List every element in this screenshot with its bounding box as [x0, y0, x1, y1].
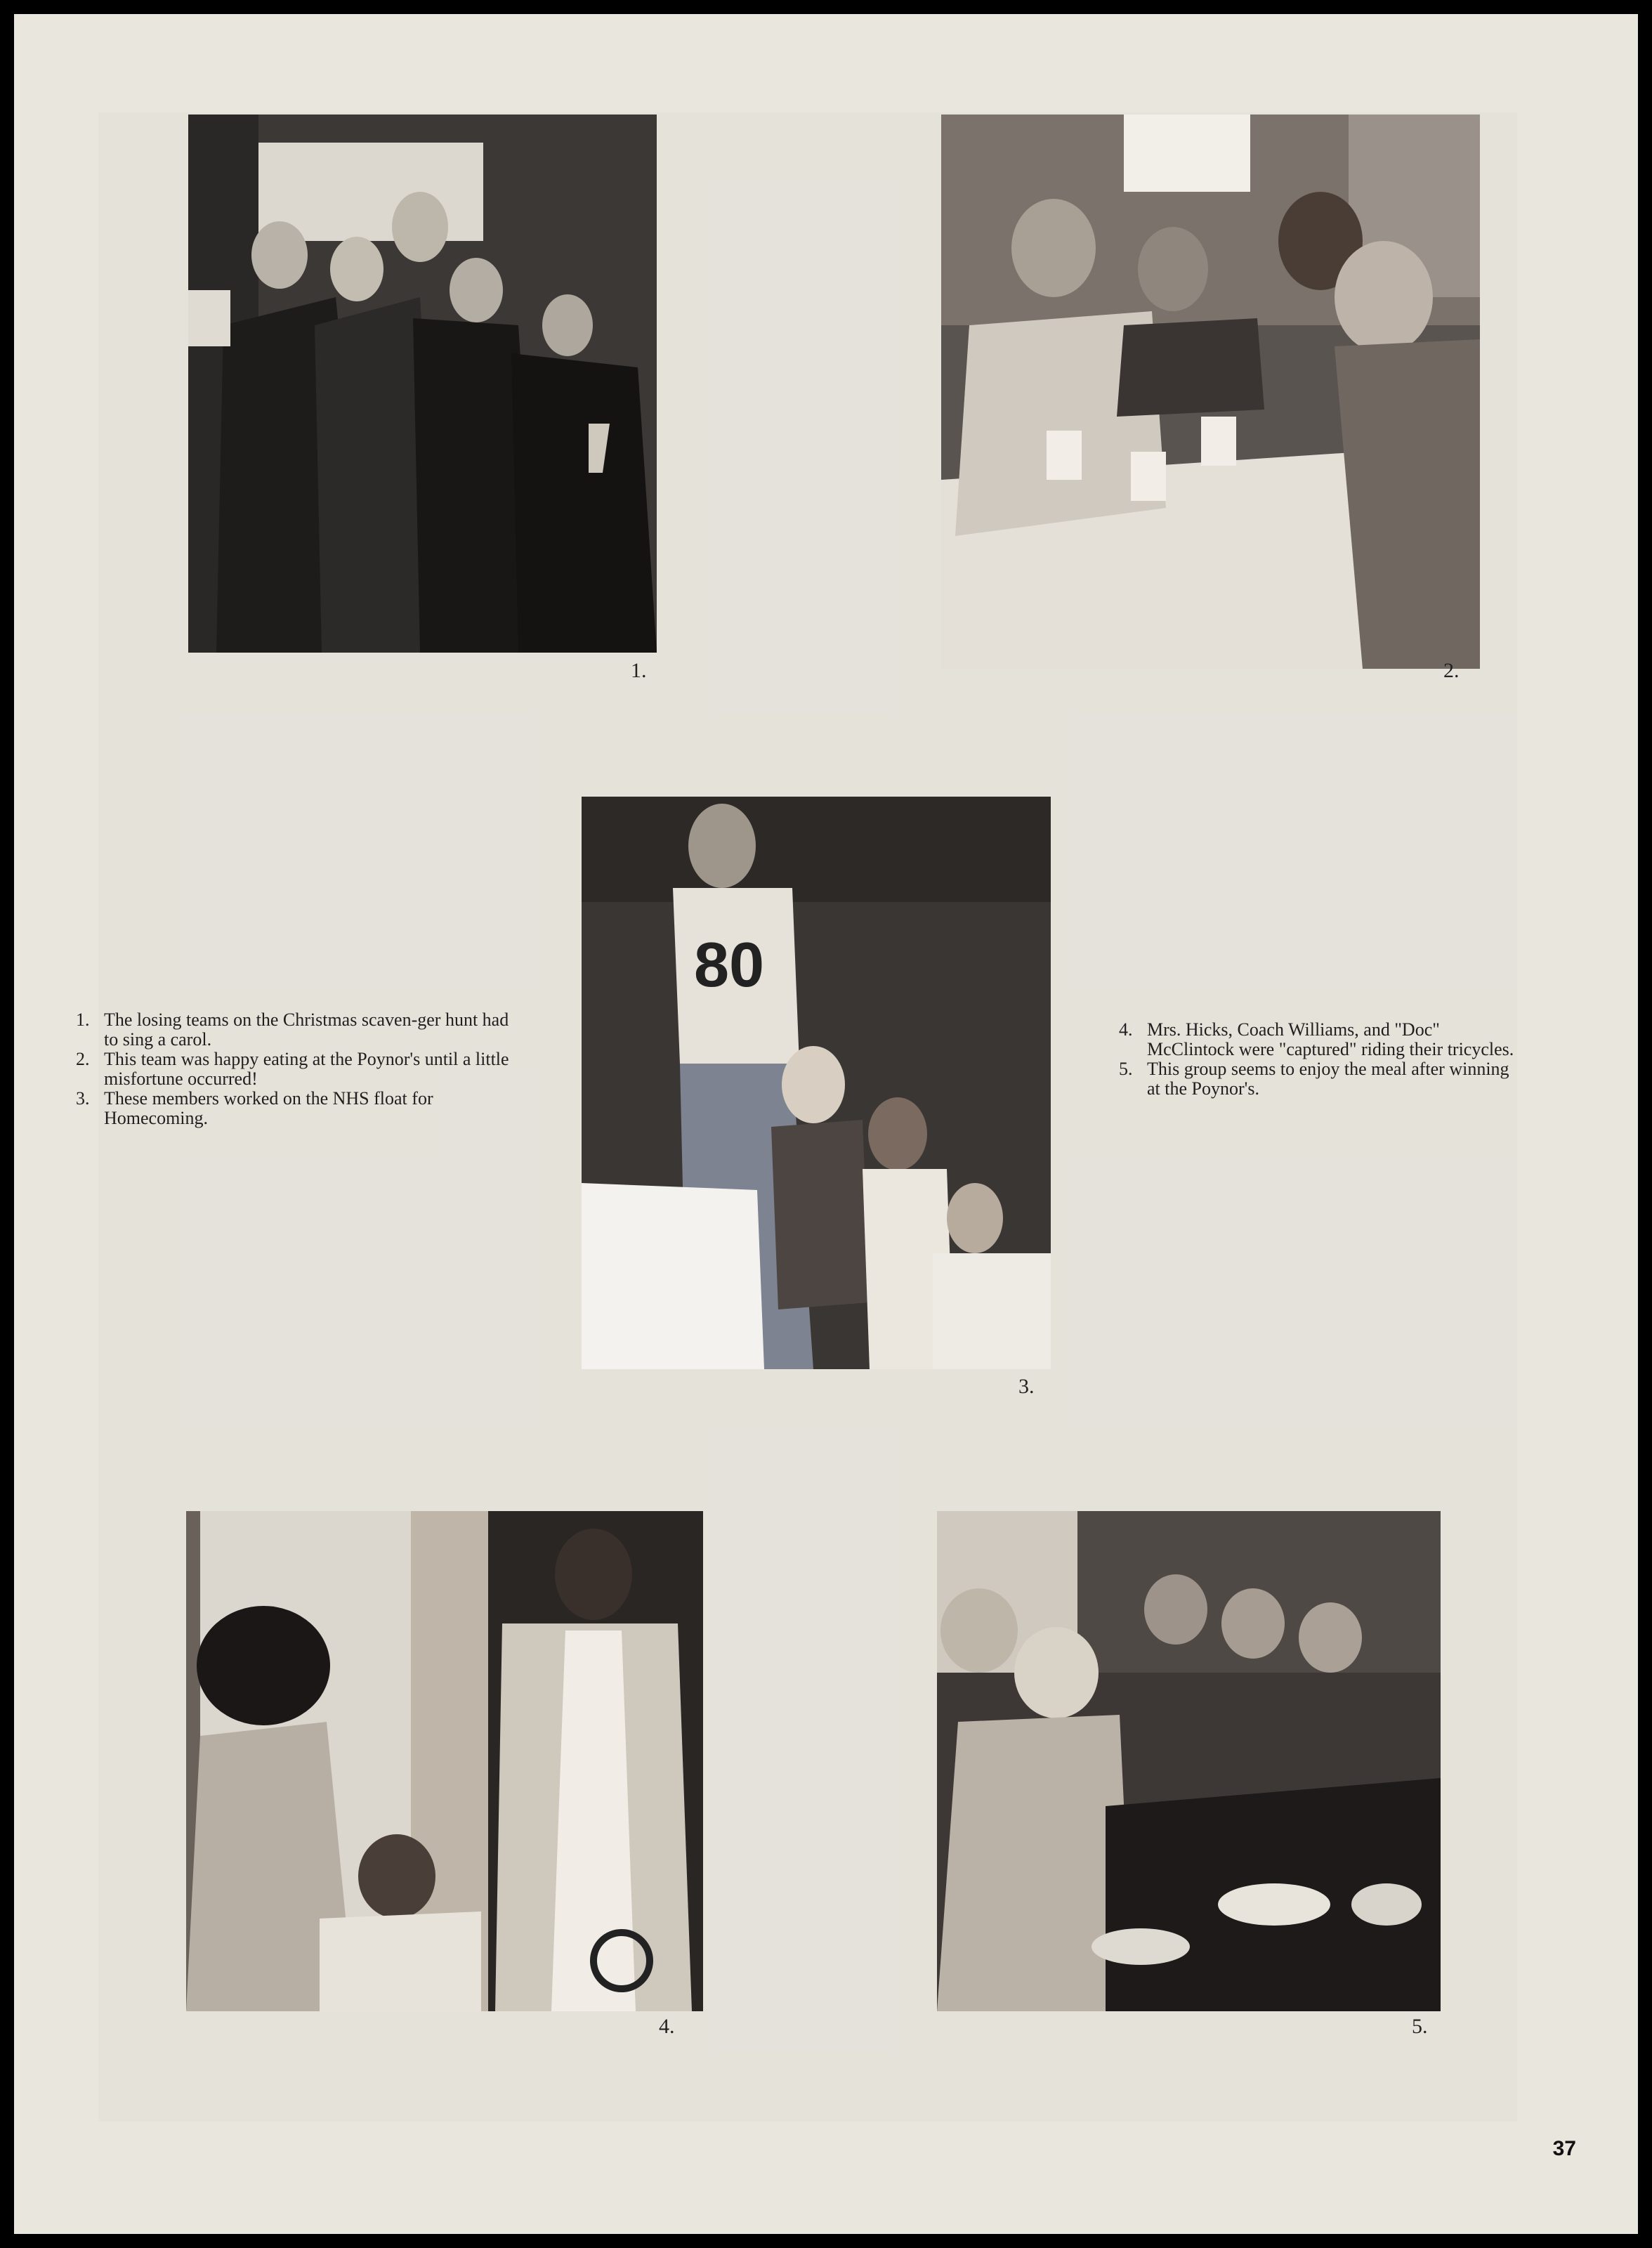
photo-4-image [186, 1511, 703, 2011]
photo-3-number: 3. [1018, 1375, 1035, 1398]
photo-5-number: 5. [1412, 2015, 1428, 2038]
caption-5: 5. This group seems to enjoy the meal after winning at the Poynor's. [1119, 1059, 1509, 1099]
caption-1: 1. The losing teams on the Christmas scaven-ger hunt had to sing a carol. [76, 1009, 509, 1050]
photo-1 [188, 115, 657, 653]
captions-right [1119, 1020, 1526, 1099]
svg-text:80: 80 [694, 930, 765, 1000]
photo-5-image [937, 1511, 1441, 2011]
photo-1-image [188, 115, 657, 653]
caption-4: 4. Mrs. Hicks, Coach Williams, and "Doc" McClintock were "captured" riding their tricycles. [1119, 1019, 1514, 1059]
caption-2: 2. This team was happy eating at the Poynor's until a little misfortune occurred! [76, 1049, 509, 1089]
photo-3 [582, 797, 1051, 1369]
photo-3-image [582, 797, 1051, 1369]
photo-5 [937, 1511, 1441, 2011]
captions-left [76, 1010, 525, 1128]
photo-2-number: 2. [1443, 659, 1460, 682]
page-number: 37 [1552, 2137, 1576, 2160]
photo-1-number: 1. [631, 659, 647, 682]
yearbook-page [14, 14, 1638, 2234]
photo-2-image [941, 115, 1480, 669]
photo-4-number: 4. [659, 2015, 675, 2038]
photo-2 [941, 115, 1480, 669]
caption-3: 3. These members worked on the NHS float for Homecoming. [76, 1088, 433, 1128]
photo-4 [186, 1511, 703, 2011]
